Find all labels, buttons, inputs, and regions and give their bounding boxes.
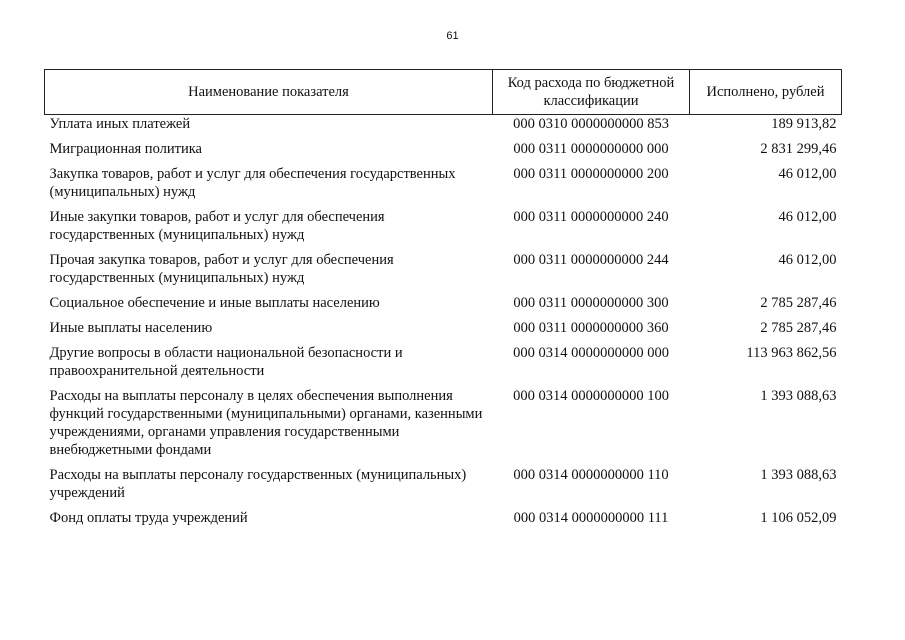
row-name: Прочая закупка товаров, работ и услуг для обеспечения государственных (муниципальных) нужд: [49, 252, 394, 286]
header-indicator-name: Наименование показателя: [45, 70, 493, 115]
table-row: [45, 294, 842, 319]
row-amount: 46 012,00: [778, 252, 837, 268]
row-code: 000 0314 0000000000 111: [513, 510, 669, 526]
table-row: [45, 509, 842, 534]
header-budget-code: Код расхода по бюджетной классификации: [493, 70, 690, 115]
row-amount: 46 012,00: [778, 166, 837, 182]
row-amount: 2 831 299,46: [760, 141, 837, 157]
table-row: [45, 319, 842, 344]
row-name: Расходы на выплаты персоналу государственных (муниципальных) учреждений: [49, 467, 467, 501]
row-code: 000 0314 0000000000 000: [513, 345, 669, 361]
row-name: Расходы на выплаты персоналу в целях обеспечения выполнения функций государственными (муниципальными) органами, казенными учреждениями, органами управления государственными внебюджетными фондами: [49, 388, 483, 458]
table-row: [45, 165, 842, 208]
row-amount: 46 012,00: [778, 209, 837, 225]
row-name: Социальное обеспечение и иные выплаты населению: [49, 295, 380, 311]
row-amount: 1 393 088,63: [760, 388, 837, 404]
table-row: [45, 208, 842, 251]
table-row: [45, 344, 842, 387]
row-code: 000 0314 0000000000 110: [513, 467, 669, 483]
row-name: Другие вопросы в области национальной безопасности и правоохранительной деятельности: [49, 345, 403, 379]
table-header: [45, 70, 842, 115]
row-code: 000 0314 0000000000 100: [513, 388, 669, 404]
row-code: 000 0311 0000000000 300: [513, 295, 669, 311]
table-row: [45, 140, 842, 165]
row-name: Уплата иных платежей: [49, 116, 191, 132]
page-number: 61: [446, 30, 459, 42]
row-code: 000 0311 0000000000 200: [513, 166, 669, 182]
table-row: [45, 387, 842, 466]
row-name: Фонд оплаты труда учреждений: [49, 510, 248, 526]
row-name: Иные выплаты населению: [49, 320, 213, 336]
row-code: 000 0311 0000000000 360: [513, 320, 669, 336]
row-amount: 2 785 287,46: [760, 320, 837, 336]
row-name: Иные закупки товаров, работ и услуг для обеспечения государственных (муниципальных) нужд: [49, 209, 385, 243]
row-code: 000 0311 0000000000 240: [513, 209, 669, 225]
row-name: Закупка товаров, работ и услуг для обеспечения государственных (муниципальных) нужд: [49, 166, 456, 200]
row-code: 000 0310 0000000000 853: [513, 116, 669, 132]
budget-execution-table: [44, 69, 842, 534]
table-body: [45, 115, 842, 535]
row-amount: 1 106 052,09: [760, 510, 837, 526]
header-executed-amount: Исполнено, рублей: [690, 70, 842, 115]
row-amount: 113 963 862,56: [746, 345, 837, 361]
header-row: [45, 70, 842, 115]
row-amount: 189 913,82: [771, 116, 837, 132]
row-name: Миграционная политика: [49, 141, 202, 157]
table-row: [45, 251, 842, 294]
table-row: [45, 115, 842, 141]
row-amount: 1 393 088,63: [760, 467, 837, 483]
row-code: 000 0311 0000000000 244: [513, 252, 669, 268]
row-code: 000 0311 0000000000 000: [513, 141, 669, 157]
table-row: [45, 466, 842, 509]
row-amount: 2 785 287,46: [760, 295, 837, 311]
